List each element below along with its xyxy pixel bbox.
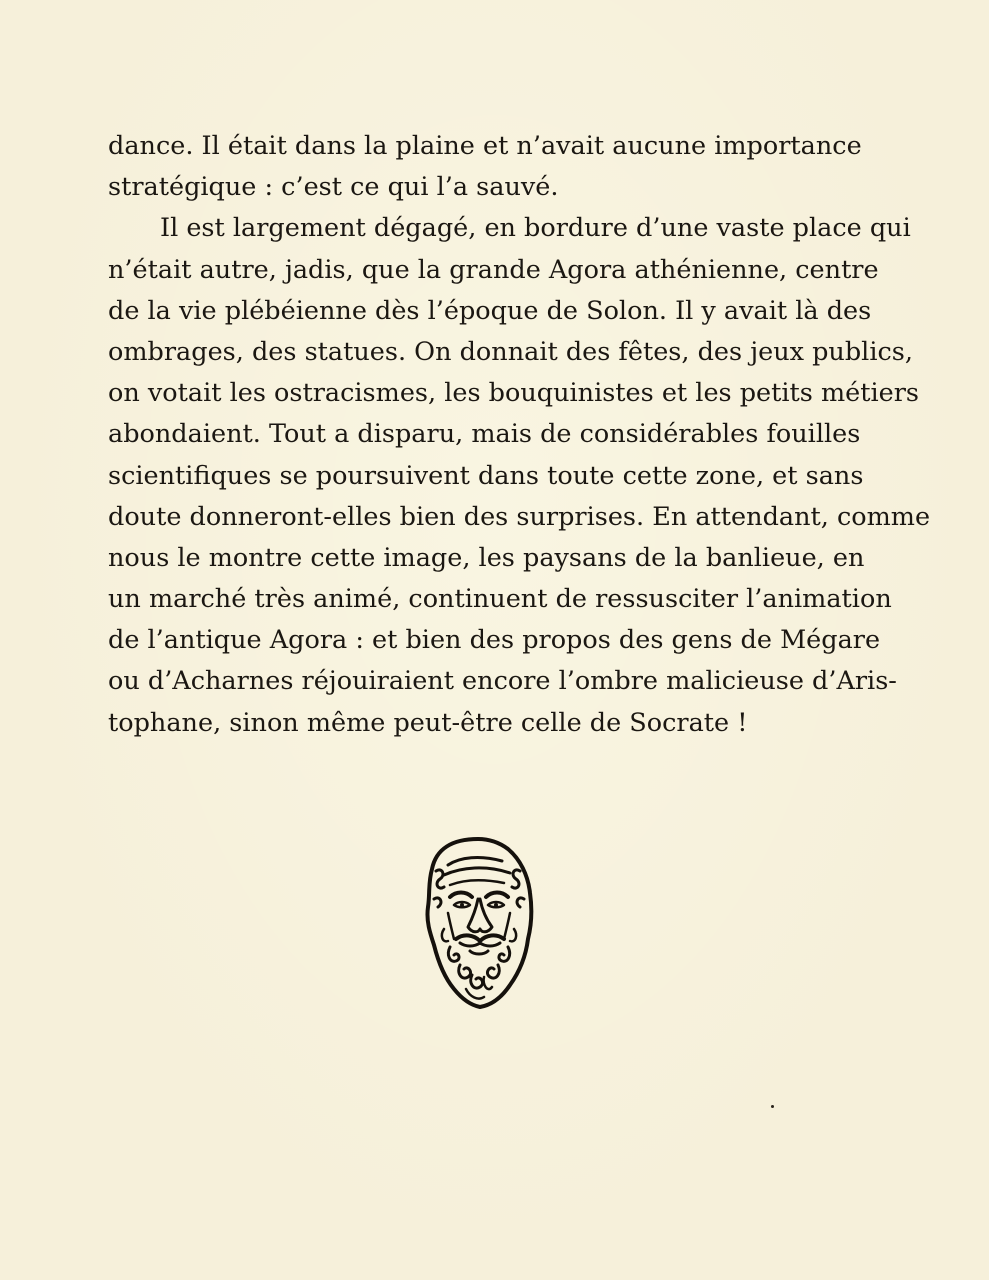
text-line: nous le montre cette image, les paysans de la banlieue, en [108,542,865,573]
text-line: scientifiques se poursuivent dans toute cette zone, et sans [108,460,864,491]
text-line: de l’antique Agora : et bien des propos des gens de Mégare [108,625,881,656]
text-line: doute donneront-elles bien des surprises. En attendant, comme [108,501,931,532]
paper-speck [771,1105,774,1108]
text-line: tophane, sinon même peut-être celle de Socrate ! [108,707,748,738]
paragraph-2 [108,208,931,743]
text-line: n’était autre, jadis, que la grande Agora athénienne, centre [108,254,879,285]
text-line: Il est largement dégagé, en bordure d’une vaste place qui [160,213,911,244]
text-line: stratégique : c’est ce qui l’a sauvé. [108,172,559,203]
paragraph-1 [108,126,860,208]
text-line: ombrages, des statues. On donnait des fêtes, des jeux publics, [108,336,913,367]
socrates-head-icon [420,835,538,1011]
body-text [108,126,931,744]
text-line: on votait les ostracismes, les bouquinistes et les petits métiers [108,378,920,409]
text-line: abondaient. Tout a disparu, mais de considérables fouilles [108,419,861,450]
text-line: ou d’Acharnes réjouiraient encore l’ombre malicieuse d’Aris- [108,666,897,697]
text-line: un marché très animé, continuent de ressusciter l’animation [108,584,892,615]
text-line: de la vie plébéienne dès l’époque de Solon. Il y avait là des [108,295,872,326]
text-line: dance. Il était dans la plaine et n’avait aucune importance [108,131,862,161]
